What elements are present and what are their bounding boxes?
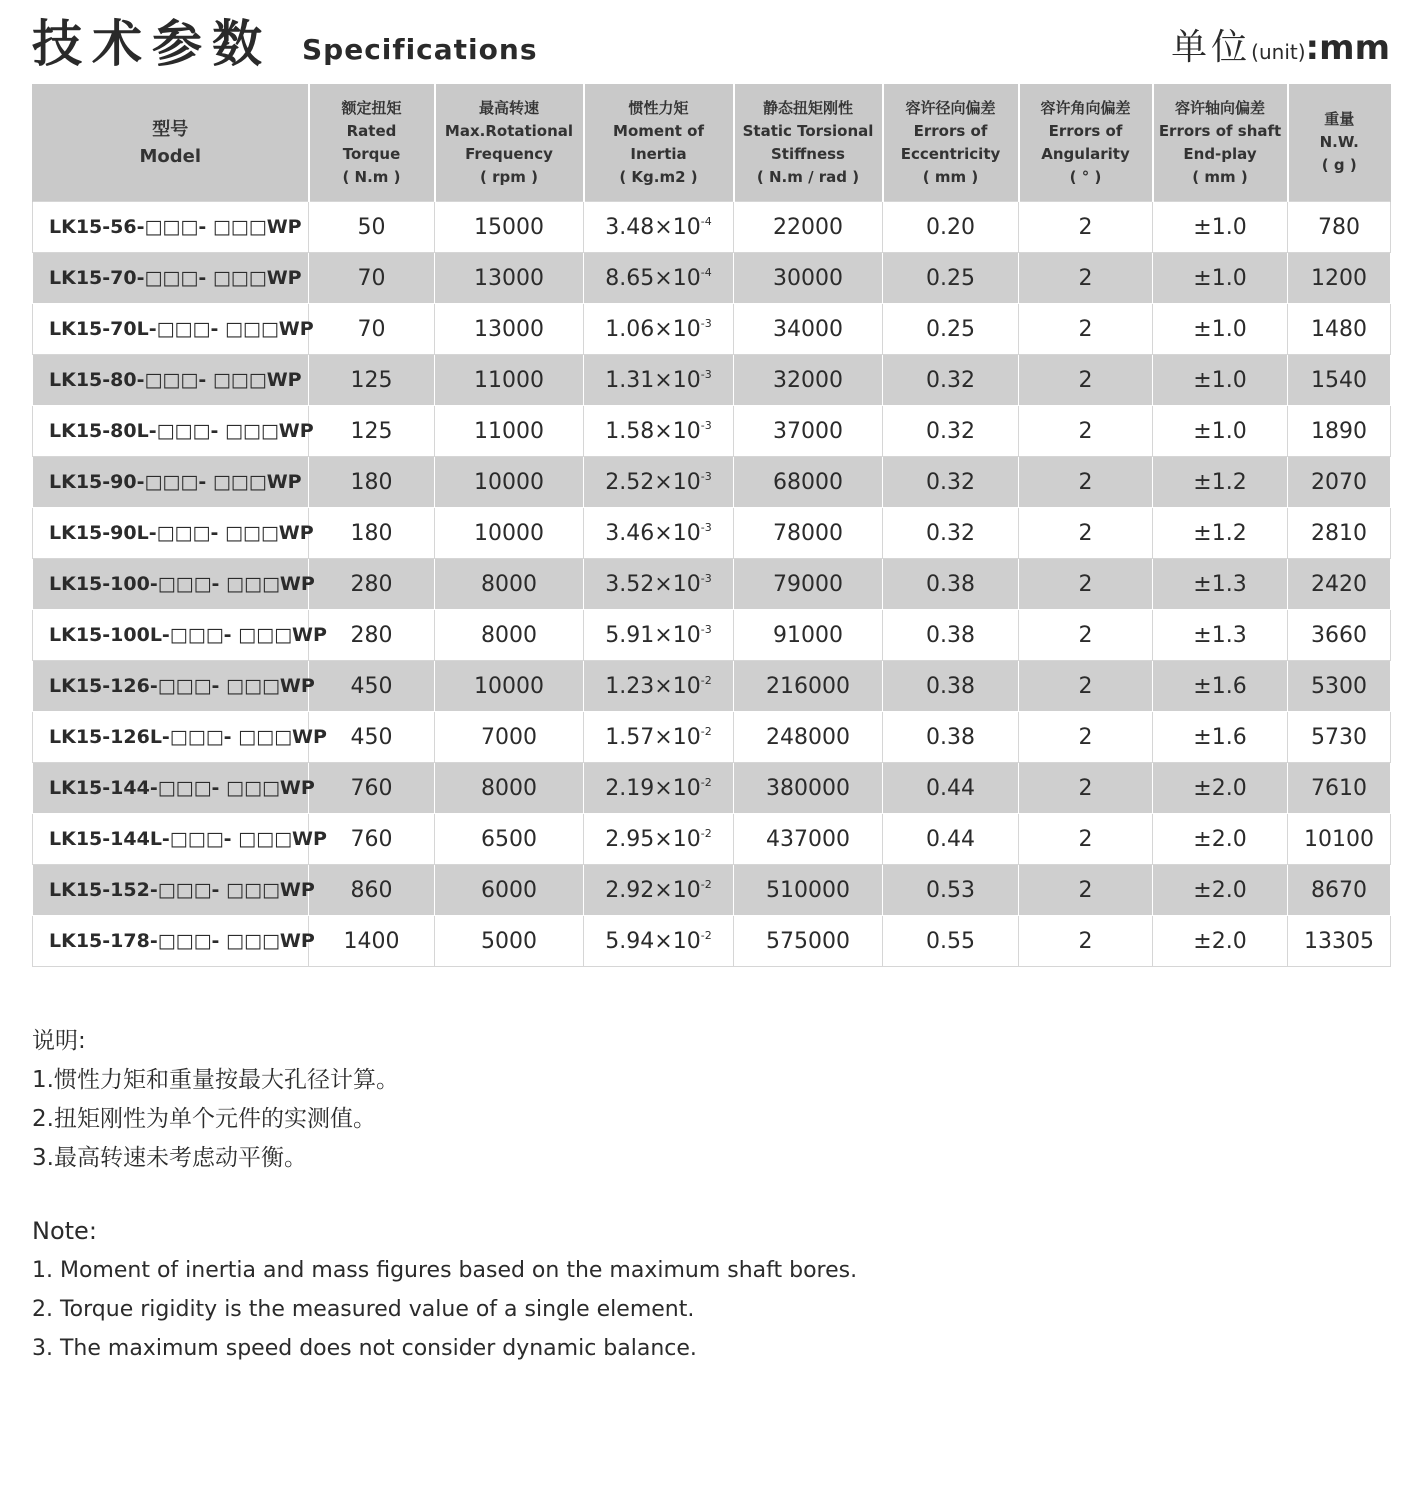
inertia-times-ten: ×10 — [654, 316, 701, 342]
notes-english-item: 2. Torque rigidity is the measured value of a single element. — [32, 1297, 695, 1322]
cell-static-stiffness: 37000 — [734, 406, 883, 457]
table-header-row — [33, 84, 1391, 202]
inertia-base: 3.48 — [605, 214, 655, 240]
header-line: 容许轴向偏差 — [1174, 98, 1265, 117]
cell-shaft-end-play: ±1.0 — [1153, 355, 1288, 406]
inertia-exponent: -4 — [700, 214, 712, 228]
cell-max-speed: 10000 — [435, 508, 584, 559]
unit-colon: : — [1305, 28, 1320, 68]
cell-static-stiffness: 91000 — [734, 610, 883, 661]
page-header — [32, 10, 1390, 80]
header-eccentricity — [883, 84, 1019, 202]
cell-shaft-end-play: ±1.0 — [1153, 202, 1288, 253]
cell-static-stiffness: 380000 — [734, 763, 883, 814]
cell-weight: 2810 — [1288, 508, 1391, 559]
header-line: ( mm ) — [922, 167, 979, 186]
inertia-base: 5.91 — [605, 622, 655, 648]
cell-static-stiffness: 248000 — [734, 712, 883, 763]
cell-angularity: 2 — [1019, 355, 1153, 406]
header-line: 额定扭矩 — [341, 98, 402, 117]
notes-chinese-heading: 说明: — [32, 1028, 86, 1054]
notes-chinese-item: 2.扭矩刚性为单个元件的实测值。 — [32, 1106, 376, 1132]
cell-static-stiffness: 68000 — [734, 457, 883, 508]
cell-shaft-end-play: ±2.0 — [1153, 814, 1288, 865]
table-row — [33, 814, 1391, 865]
inertia-base: 1.31 — [605, 367, 655, 393]
cell-angularity: 2 — [1019, 865, 1153, 916]
cell-weight: 5300 — [1288, 661, 1391, 712]
cell-eccentricity: 0.32 — [883, 457, 1019, 508]
cell-moment-of-inertia — [584, 661, 734, 712]
cell-rated-torque: 280 — [309, 559, 435, 610]
notes-chinese-item: 1.惯性力矩和重量按最大孔径计算。 — [32, 1067, 399, 1093]
cell-eccentricity: 0.55 — [883, 916, 1019, 967]
header-model-en: Model — [139, 145, 202, 167]
cell-moment-of-inertia — [584, 304, 734, 355]
cell-rated-torque: 760 — [309, 763, 435, 814]
cell-angularity: 2 — [1019, 916, 1153, 967]
cell-shaft-end-play: ±1.6 — [1153, 712, 1288, 763]
table-body — [33, 202, 1391, 967]
inertia-exponent: -2 — [700, 877, 712, 891]
cell-static-stiffness: 79000 — [734, 559, 883, 610]
table-row — [33, 763, 1391, 814]
table-row — [33, 865, 1391, 916]
header-rated-torque — [309, 84, 435, 202]
inertia-base: 2.19 — [605, 775, 655, 801]
page-title-english: Specifications — [302, 33, 538, 66]
cell-weight: 3660 — [1288, 610, 1391, 661]
inertia-exponent: -3 — [700, 316, 712, 330]
cell-moment-of-inertia — [584, 355, 734, 406]
header-line: 重量 — [1324, 110, 1355, 128]
inertia-times-ten: ×10 — [654, 418, 701, 444]
inertia-exponent: -2 — [700, 826, 712, 840]
table-row — [33, 304, 1391, 355]
table-row — [33, 202, 1391, 253]
table-row — [33, 457, 1391, 508]
cell-max-speed: 15000 — [435, 202, 584, 253]
cell-rated-torque: 450 — [309, 661, 435, 712]
cell-model: LK15-144L-□□□- □□□WP — [33, 814, 309, 865]
header-line: Errors of — [913, 121, 988, 140]
cell-model: LK15-178-□□□- □□□WP — [33, 916, 309, 967]
header-line: Moment of — [613, 121, 704, 140]
inertia-exponent: -3 — [700, 367, 712, 381]
cell-rated-torque: 280 — [309, 610, 435, 661]
cell-eccentricity: 0.44 — [883, 814, 1019, 865]
header-line: End-play — [1183, 144, 1257, 163]
table-row — [33, 406, 1391, 457]
inertia-times-ten: ×10 — [654, 265, 701, 291]
cell-eccentricity: 0.38 — [883, 661, 1019, 712]
header-line: 静态扭矩刚性 — [762, 98, 853, 117]
cell-moment-of-inertia — [584, 559, 734, 610]
cell-moment-of-inertia — [584, 202, 734, 253]
cell-eccentricity: 0.25 — [883, 304, 1019, 355]
cell-eccentricity: 0.38 — [883, 559, 1019, 610]
cell-static-stiffness: 437000 — [734, 814, 883, 865]
cell-weight: 2070 — [1288, 457, 1391, 508]
header-model — [33, 84, 309, 202]
inertia-exponent: -2 — [700, 928, 712, 942]
header-line: Eccentricity — [900, 144, 1001, 163]
cell-angularity: 2 — [1019, 253, 1153, 304]
cell-eccentricity: 0.32 — [883, 406, 1019, 457]
cell-max-speed: 5000 — [435, 916, 584, 967]
header-moment-of-inertia — [584, 84, 734, 202]
inertia-times-ten: ×10 — [654, 469, 701, 495]
cell-moment-of-inertia — [584, 865, 734, 916]
cell-rated-torque: 180 — [309, 508, 435, 559]
inertia-times-ten: ×10 — [654, 877, 701, 903]
cell-max-speed: 8000 — [435, 559, 584, 610]
cell-static-stiffness: 575000 — [734, 916, 883, 967]
header-line: Stiffness — [771, 144, 845, 163]
header-model-zh: 型号 — [152, 118, 189, 140]
header-line: 容许角向偏差 — [1040, 98, 1131, 117]
cell-model: LK15-100-□□□- □□□WP — [33, 559, 309, 610]
cell-rated-torque: 180 — [309, 457, 435, 508]
cell-angularity: 2 — [1019, 559, 1153, 610]
unit-label-chinese: 单位 — [1171, 27, 1252, 68]
inertia-base: 2.52 — [605, 469, 655, 495]
cell-static-stiffness: 22000 — [734, 202, 883, 253]
header-max-speed — [435, 84, 584, 202]
header-line: 惯性力矩 — [628, 98, 689, 117]
inertia-times-ten: ×10 — [654, 367, 701, 393]
cell-shaft-end-play: ±2.0 — [1153, 763, 1288, 814]
header-line: ( mm ) — [1192, 167, 1248, 186]
cell-max-speed: 10000 — [435, 661, 584, 712]
cell-model: LK15-90L-□□□- □□□WP — [33, 508, 309, 559]
cell-shaft-end-play: ±2.0 — [1153, 865, 1288, 916]
cell-eccentricity: 0.38 — [883, 712, 1019, 763]
cell-angularity: 2 — [1019, 457, 1153, 508]
cell-static-stiffness: 78000 — [734, 508, 883, 559]
cell-shaft-end-play: ±2.0 — [1153, 916, 1288, 967]
inertia-exponent: -3 — [700, 622, 712, 636]
header-shaft-end-play — [1153, 84, 1288, 202]
cell-shaft-end-play: ±1.2 — [1153, 457, 1288, 508]
cell-eccentricity: 0.20 — [883, 202, 1019, 253]
cell-model: LK15-70L-□□□- □□□WP — [33, 304, 309, 355]
cell-shaft-end-play: ±1.0 — [1153, 304, 1288, 355]
inertia-times-ten: ×10 — [654, 571, 701, 597]
cell-max-speed: 7000 — [435, 712, 584, 763]
cell-model: LK15-90-□□□- □□□WP — [33, 457, 309, 508]
cell-rated-torque: 860 — [309, 865, 435, 916]
cell-weight: 1540 — [1288, 355, 1391, 406]
cell-model: LK15-70-□□□- □□□WP — [33, 253, 309, 304]
cell-moment-of-inertia — [584, 508, 734, 559]
cell-static-stiffness: 216000 — [734, 661, 883, 712]
notes-english-heading: Note: — [32, 1217, 97, 1245]
inertia-base: 2.92 — [605, 877, 655, 903]
header-line: Max.Rotational — [444, 121, 574, 140]
table-row — [33, 916, 1391, 967]
cell-weight: 13305 — [1288, 916, 1391, 967]
inertia-exponent: -3 — [700, 571, 712, 585]
cell-eccentricity: 0.32 — [883, 508, 1019, 559]
cell-model: LK15-152-□□□- □□□WP — [33, 865, 309, 916]
cell-weight: 780 — [1288, 202, 1391, 253]
cell-model: LK15-80-□□□- □□□WP — [33, 355, 309, 406]
cell-moment-of-inertia — [584, 916, 734, 967]
inertia-base: 8.65 — [605, 265, 655, 291]
inertia-times-ten: ×10 — [654, 928, 701, 954]
inertia-base: 1.06 — [605, 316, 655, 342]
header-line: Errors of shaft — [1158, 121, 1282, 140]
cell-static-stiffness: 510000 — [734, 865, 883, 916]
cell-model: LK15-56-□□□- □□□WP — [33, 202, 309, 253]
inertia-times-ten: ×10 — [654, 775, 701, 801]
cell-eccentricity: 0.44 — [883, 763, 1019, 814]
inertia-times-ten: ×10 — [654, 826, 701, 852]
unit-label — [1171, 26, 1390, 76]
cell-shaft-end-play: ±1.6 — [1153, 661, 1288, 712]
header-static-torsional-stiffness — [734, 84, 883, 202]
notes-english-item: 3. The maximum speed does not consider dynamic balance. — [32, 1336, 697, 1361]
page-title-chinese: 技术参数 — [32, 15, 272, 73]
inertia-times-ten: ×10 — [654, 673, 701, 699]
inertia-base: 5.94 — [605, 928, 655, 954]
inertia-times-ten: ×10 — [654, 520, 701, 546]
header-line: ( rpm ) — [480, 167, 538, 186]
cell-weight: 5730 — [1288, 712, 1391, 763]
specifications-table — [32, 84, 1391, 967]
cell-angularity: 2 — [1019, 661, 1153, 712]
table-row — [33, 253, 1391, 304]
cell-max-speed: 13000 — [435, 304, 584, 355]
inertia-exponent: -3 — [700, 418, 712, 432]
cell-angularity: 2 — [1019, 763, 1153, 814]
cell-moment-of-inertia — [584, 253, 734, 304]
table-row — [33, 610, 1391, 661]
cell-shaft-end-play: ±1.3 — [1153, 610, 1288, 661]
cell-model: LK15-100L-□□□- □□□WP — [33, 610, 309, 661]
cell-model: LK15-144-□□□- □□□WP — [33, 763, 309, 814]
cell-static-stiffness: 30000 — [734, 253, 883, 304]
header-weight — [1288, 84, 1391, 202]
inertia-exponent: -3 — [700, 469, 712, 483]
notes-english-item: 1. Moment of inertia and mass figures based on the maximum shaft bores. — [32, 1258, 858, 1283]
cell-moment-of-inertia — [584, 457, 734, 508]
header-line: ( N.m ) — [342, 167, 401, 186]
table-row — [33, 712, 1391, 763]
header-line: Static Torsional — [742, 121, 874, 140]
inertia-base: 1.23 — [605, 673, 655, 699]
header-line: Rated — [346, 121, 397, 140]
table-row — [33, 661, 1391, 712]
header-line: ( g ) — [1321, 156, 1357, 174]
cell-angularity: 2 — [1019, 406, 1153, 457]
cell-model: LK15-80L-□□□- □□□WP — [33, 406, 309, 457]
cell-weight: 7610 — [1288, 763, 1391, 814]
inertia-base: 3.52 — [605, 571, 655, 597]
inertia-exponent: -4 — [700, 265, 712, 279]
inertia-times-ten: ×10 — [654, 214, 701, 240]
cell-max-speed: 13000 — [435, 253, 584, 304]
cell-angularity: 2 — [1019, 508, 1153, 559]
inertia-base: 1.57 — [605, 724, 655, 750]
cell-moment-of-inertia — [584, 406, 734, 457]
cell-weight: 8670 — [1288, 865, 1391, 916]
cell-angularity: 2 — [1019, 610, 1153, 661]
header-line: N.W. — [1319, 133, 1359, 151]
cell-angularity: 2 — [1019, 304, 1153, 355]
header-line: ( N.m / rad ) — [756, 167, 860, 186]
cell-angularity: 2 — [1019, 712, 1153, 763]
table-row — [33, 355, 1391, 406]
cell-max-speed: 6500 — [435, 814, 584, 865]
cell-eccentricity: 0.25 — [883, 253, 1019, 304]
table-row — [33, 559, 1391, 610]
cell-rated-torque: 760 — [309, 814, 435, 865]
cell-max-speed: 11000 — [435, 355, 584, 406]
cell-moment-of-inertia — [584, 763, 734, 814]
cell-rated-torque: 125 — [309, 406, 435, 457]
cell-max-speed: 10000 — [435, 457, 584, 508]
cell-shaft-end-play: ±1.0 — [1153, 406, 1288, 457]
cell-shaft-end-play: ±1.2 — [1153, 508, 1288, 559]
cell-rated-torque: 125 — [309, 355, 435, 406]
cell-weight: 2420 — [1288, 559, 1391, 610]
inertia-exponent: -3 — [700, 520, 712, 534]
header-line: Torque — [342, 144, 401, 163]
header-line: Inertia — [630, 144, 687, 163]
cell-max-speed: 8000 — [435, 610, 584, 661]
cell-angularity: 2 — [1019, 202, 1153, 253]
inertia-exponent: -2 — [700, 724, 712, 738]
notes-chinese-item: 3.最高转速未考虑动平衡。 — [32, 1145, 307, 1171]
cell-weight: 10100 — [1288, 814, 1391, 865]
cell-eccentricity: 0.38 — [883, 610, 1019, 661]
cell-static-stiffness: 32000 — [734, 355, 883, 406]
header-line: Frequency — [465, 144, 553, 163]
unit-value: mm — [1319, 28, 1390, 68]
cell-rated-torque: 450 — [309, 712, 435, 763]
inertia-base: 2.95 — [605, 826, 655, 852]
notes-english — [32, 1212, 857, 1368]
cell-shaft-end-play: ±1.0 — [1153, 253, 1288, 304]
cell-eccentricity: 0.53 — [883, 865, 1019, 916]
inertia-base: 3.46 — [605, 520, 655, 546]
inertia-times-ten: ×10 — [654, 724, 701, 750]
cell-moment-of-inertia — [584, 712, 734, 763]
cell-moment-of-inertia — [584, 814, 734, 865]
header-line: ( Kg.m2 ) — [619, 167, 698, 186]
header-angularity — [1019, 84, 1153, 202]
cell-model: LK15-126-□□□- □□□WP — [33, 661, 309, 712]
header-line: Angularity — [1041, 144, 1130, 163]
inertia-exponent: -2 — [700, 673, 712, 687]
unit-label-english: (unit) — [1251, 40, 1306, 64]
cell-weight: 1480 — [1288, 304, 1391, 355]
cell-weight: 1890 — [1288, 406, 1391, 457]
cell-max-speed: 6000 — [435, 865, 584, 916]
cell-max-speed: 8000 — [435, 763, 584, 814]
header-line: Errors of — [1048, 121, 1123, 140]
cell-weight: 1200 — [1288, 253, 1391, 304]
cell-rated-torque: 1400 — [309, 916, 435, 967]
cell-eccentricity: 0.32 — [883, 355, 1019, 406]
cell-shaft-end-play: ±1.3 — [1153, 559, 1288, 610]
cell-model: LK15-126L-□□□- □□□WP — [33, 712, 309, 763]
header-line: 最高转速 — [478, 98, 539, 117]
cell-rated-torque: 70 — [309, 304, 435, 355]
header-line: 容许径向偏差 — [905, 98, 996, 117]
cell-rated-torque: 70 — [309, 253, 435, 304]
cell-angularity: 2 — [1019, 814, 1153, 865]
inertia-base: 1.58 — [605, 418, 655, 444]
cell-max-speed: 11000 — [435, 406, 584, 457]
inertia-times-ten: ×10 — [654, 622, 701, 648]
inertia-exponent: -2 — [700, 775, 712, 789]
cell-moment-of-inertia — [584, 610, 734, 661]
table-row — [33, 508, 1391, 559]
notes-chinese — [32, 1022, 399, 1178]
cell-rated-torque: 50 — [309, 202, 435, 253]
header-line: ( ° ) — [1069, 167, 1102, 186]
cell-static-stiffness: 34000 — [734, 304, 883, 355]
